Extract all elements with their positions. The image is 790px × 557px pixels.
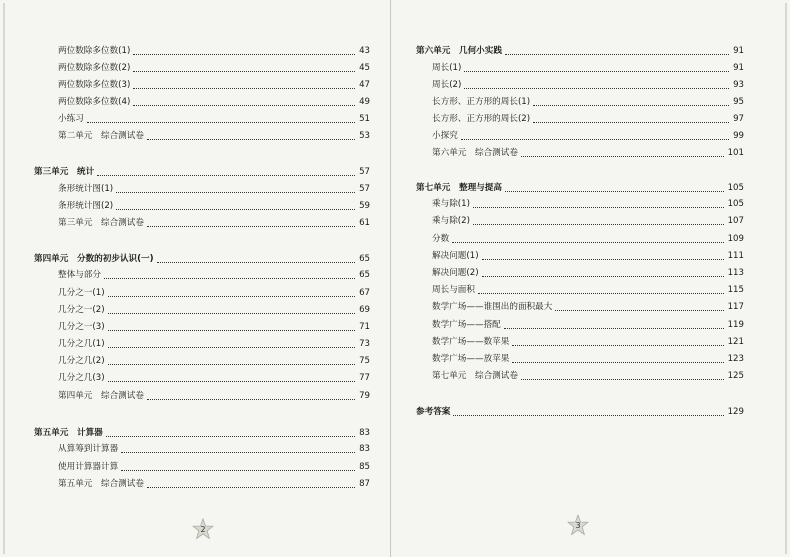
toc-entry-page: 91 [733, 63, 744, 73]
toc-entry-title: 第五单元 计算器 [34, 428, 103, 438]
toc-entry-page: 107 [727, 216, 744, 226]
toc-entry-title: 两位数除多位数(1) [58, 46, 131, 56]
toc-entry-page: 111 [727, 251, 744, 261]
toc-entry [432, 266, 744, 280]
toc-entry [58, 182, 370, 196]
toc-entry-title: 乘与除(1) [432, 199, 470, 209]
toc-entry-page: 91 [733, 46, 744, 56]
toc-entry-title: 两位数除多位数(2) [58, 63, 131, 73]
toc-entry [58, 389, 370, 403]
dot-leader [473, 224, 724, 225]
toc-entry-title: 长方形、正方形的周长(1) [432, 97, 531, 107]
toc-entry [432, 300, 744, 314]
toc-entry-title: 第三单元 统计 [34, 167, 95, 177]
toc-entry-title: 数学广场——搭配 [432, 320, 501, 330]
dot-leader [473, 207, 724, 208]
toc-entry-title: 解决问题(1) [432, 251, 479, 261]
dot-leader [464, 71, 729, 72]
left-page [0, 0, 391, 557]
toc-entry [432, 249, 744, 263]
toc-entry-title: 数学广场——谁围出的面积最大 [432, 302, 553, 312]
toc-entry [432, 283, 744, 297]
toc-entry-title: 周长与面积 [432, 285, 475, 295]
toc-entry-page: 61 [359, 218, 370, 228]
toc-entry [58, 477, 370, 491]
toc-entry-title: 周长(2) [432, 80, 462, 90]
toc-entry-title: 第七单元 整理与提高 [416, 183, 502, 193]
dot-leader [97, 175, 355, 176]
toc-entry-title: 数学广场——放苹果 [432, 354, 510, 364]
dot-leader [505, 54, 729, 55]
dot-leader [512, 345, 723, 346]
toc-entry-title: 几分之几(1) [58, 339, 105, 349]
dot-leader [108, 296, 356, 297]
dot-leader [147, 226, 355, 227]
toc-entry [58, 268, 370, 282]
toc-entry-page: 83 [359, 444, 370, 454]
toc-entry-page: 119 [727, 320, 744, 330]
toc-entry-page: 77 [359, 373, 370, 383]
toc-entry-title: 整体与部分 [58, 270, 101, 280]
dot-leader [533, 105, 729, 106]
toc-entry [58, 354, 370, 368]
dot-leader [121, 452, 355, 453]
toc-entry [58, 303, 370, 317]
dot-leader [482, 276, 724, 277]
toc-entry [58, 442, 370, 456]
toc-unit-entry [34, 426, 370, 440]
toc-entry [58, 337, 370, 351]
toc-entry-page: 105 [727, 199, 744, 209]
toc-entry-page: 59 [359, 201, 370, 211]
toc-entry-title: 解决问题(2) [432, 268, 479, 278]
dot-leader [133, 105, 355, 106]
toc-entry-page: 75 [359, 356, 370, 366]
toc-entry-title: 第七单元 综合测试卷 [432, 371, 518, 381]
left-page-number [192, 518, 214, 540]
toc-entry-page: 67 [359, 288, 370, 298]
toc-entry-page: 47 [359, 80, 370, 90]
toc-entry-page: 87 [359, 479, 370, 489]
dot-leader [108, 381, 356, 382]
toc-entry-title: 第二单元 综合测试卷 [58, 131, 144, 141]
toc-entry-page: 71 [359, 322, 370, 332]
toc-entry-page: 73 [359, 339, 370, 349]
toc-entry [58, 460, 370, 474]
page-edge [785, 3, 787, 554]
left-page-number-text: 2 [200, 524, 206, 534]
toc-entry-page: 43 [359, 46, 370, 56]
toc-unit-entry [34, 165, 370, 179]
dot-leader [452, 242, 723, 243]
toc-entry [58, 112, 370, 126]
toc-unit-entry [416, 405, 744, 419]
toc-entry [58, 286, 370, 300]
toc-entry-page: 49 [359, 97, 370, 107]
dot-leader [555, 310, 723, 311]
toc-entry [58, 216, 370, 230]
toc-entry [432, 78, 744, 92]
toc-entry-page: 115 [727, 285, 744, 295]
toc-entry [58, 44, 370, 58]
toc-entry [432, 197, 744, 211]
dot-leader [461, 139, 729, 140]
toc-entry-title: 几分之一(1) [58, 288, 105, 298]
dot-leader [106, 436, 355, 437]
right-page [392, 0, 790, 557]
toc-entry-page: 57 [359, 167, 370, 177]
dot-leader [87, 122, 355, 123]
toc-entry-page: 101 [727, 148, 744, 158]
toc-entry-title: 乘与除(2) [432, 216, 470, 226]
toc-entry-title: 小练习 [58, 114, 84, 124]
toc-entry-page: 79 [359, 391, 370, 401]
toc-unit-entry [34, 252, 370, 266]
toc-entry [432, 61, 744, 75]
dot-leader [521, 379, 724, 380]
dot-leader [108, 330, 356, 331]
toc-entry-title: 第六单元 几何小实践 [416, 46, 502, 56]
toc-entry-title: 第四单元 综合测试卷 [58, 391, 144, 401]
dot-leader [464, 88, 729, 89]
toc-entry [58, 95, 370, 109]
dot-leader [533, 122, 729, 123]
toc-entry-title: 数学广场——数苹果 [432, 337, 510, 347]
toc-entry-page: 121 [727, 337, 744, 347]
dot-leader [147, 139, 355, 140]
toc-entry-title: 条形统计图(2) [58, 201, 114, 211]
toc-entry-page: 105 [727, 183, 744, 193]
toc-entry [432, 214, 744, 228]
toc-entry [58, 371, 370, 385]
toc-entry-page: 113 [727, 268, 744, 278]
toc-entry [432, 318, 744, 332]
dot-leader [104, 278, 355, 279]
toc-entry-page: 83 [359, 428, 370, 438]
toc-entry-title: 几分之几(2) [58, 356, 105, 366]
toc-entry-page: 123 [727, 354, 744, 364]
dot-leader [133, 54, 355, 55]
toc-entry-title: 周长(1) [432, 63, 462, 73]
dot-leader [521, 156, 724, 157]
dot-leader [157, 262, 355, 263]
dot-leader [121, 470, 355, 471]
toc-unit-entry [416, 44, 744, 58]
dot-leader [482, 259, 724, 260]
toc-entry-title: 第六单元 综合测试卷 [432, 148, 518, 158]
toc-entry-title: 长方形、正方形的周长(2) [432, 114, 531, 124]
dot-leader [453, 415, 723, 416]
toc-entry-page: 117 [727, 302, 744, 312]
right-page-number-text: 3 [575, 520, 581, 530]
toc-entry-title: 两位数除多位数(3) [58, 80, 131, 90]
toc-entry-page: 95 [733, 97, 744, 107]
toc-entry-title: 条形统计图(1) [58, 184, 114, 194]
dot-leader [504, 328, 724, 329]
toc-entry-title: 参考答案 [416, 407, 451, 417]
toc-entry-page: 99 [733, 131, 744, 141]
toc-entry-page: 57 [359, 184, 370, 194]
dot-leader [147, 399, 355, 400]
toc-entry-title: 几分之几(3) [58, 373, 105, 383]
toc-entry [58, 78, 370, 92]
toc-entry-title: 从算筹到计算器 [58, 444, 119, 454]
dot-leader [133, 71, 355, 72]
toc-entry [432, 112, 744, 126]
toc-entry-page: 109 [727, 234, 744, 244]
dot-leader [108, 313, 356, 314]
toc-entry-page: 45 [359, 63, 370, 73]
toc-entry-page: 85 [359, 462, 370, 472]
right-page-number [567, 514, 589, 536]
dot-leader [116, 192, 355, 193]
toc-entry-page: 93 [733, 80, 744, 90]
dot-leader [108, 364, 356, 365]
dot-leader [512, 362, 723, 363]
toc-unit-entry [416, 181, 744, 195]
toc-entry [432, 232, 744, 246]
dot-leader [478, 293, 724, 294]
toc-entry-page: 125 [727, 371, 744, 381]
toc-entry-page: 69 [359, 305, 370, 315]
toc-entry [432, 335, 744, 349]
toc-entry [58, 129, 370, 143]
toc-entry [58, 320, 370, 334]
toc-entry [432, 129, 744, 143]
dot-leader [108, 347, 356, 348]
toc-entry-page: 65 [359, 254, 370, 264]
toc-entry [432, 352, 744, 366]
toc-entry [432, 146, 744, 160]
toc-entry-page: 65 [359, 270, 370, 280]
toc-entry-title: 几分之一(3) [58, 322, 105, 332]
toc-entry-page: 51 [359, 114, 370, 124]
toc-entry-title: 小探究 [432, 131, 458, 141]
dot-leader [133, 88, 355, 89]
toc-entry-page: 97 [733, 114, 744, 124]
toc-entry [58, 199, 370, 213]
toc-entry [432, 369, 744, 383]
toc-entry-page: 129 [727, 407, 744, 417]
toc-entry-title: 第三单元 综合测试卷 [58, 218, 144, 228]
dot-leader [505, 191, 724, 192]
page-edge [3, 3, 5, 554]
toc-entry-page: 53 [359, 131, 370, 141]
toc-entry-title: 第五单元 综合测试卷 [58, 479, 144, 489]
toc-entry-title: 第四单元 分数的初步认识(一) [34, 254, 154, 264]
toc-entry-title: 两位数除多位数(4) [58, 97, 131, 107]
toc-entry [432, 95, 744, 109]
toc-entry-title: 使用计算器计算 [58, 462, 119, 472]
toc-entry-title: 分数 [432, 234, 450, 244]
toc-entry-title: 几分之一(2) [58, 305, 105, 315]
dot-leader [147, 487, 355, 488]
toc-entry [58, 61, 370, 75]
dot-leader [116, 209, 355, 210]
